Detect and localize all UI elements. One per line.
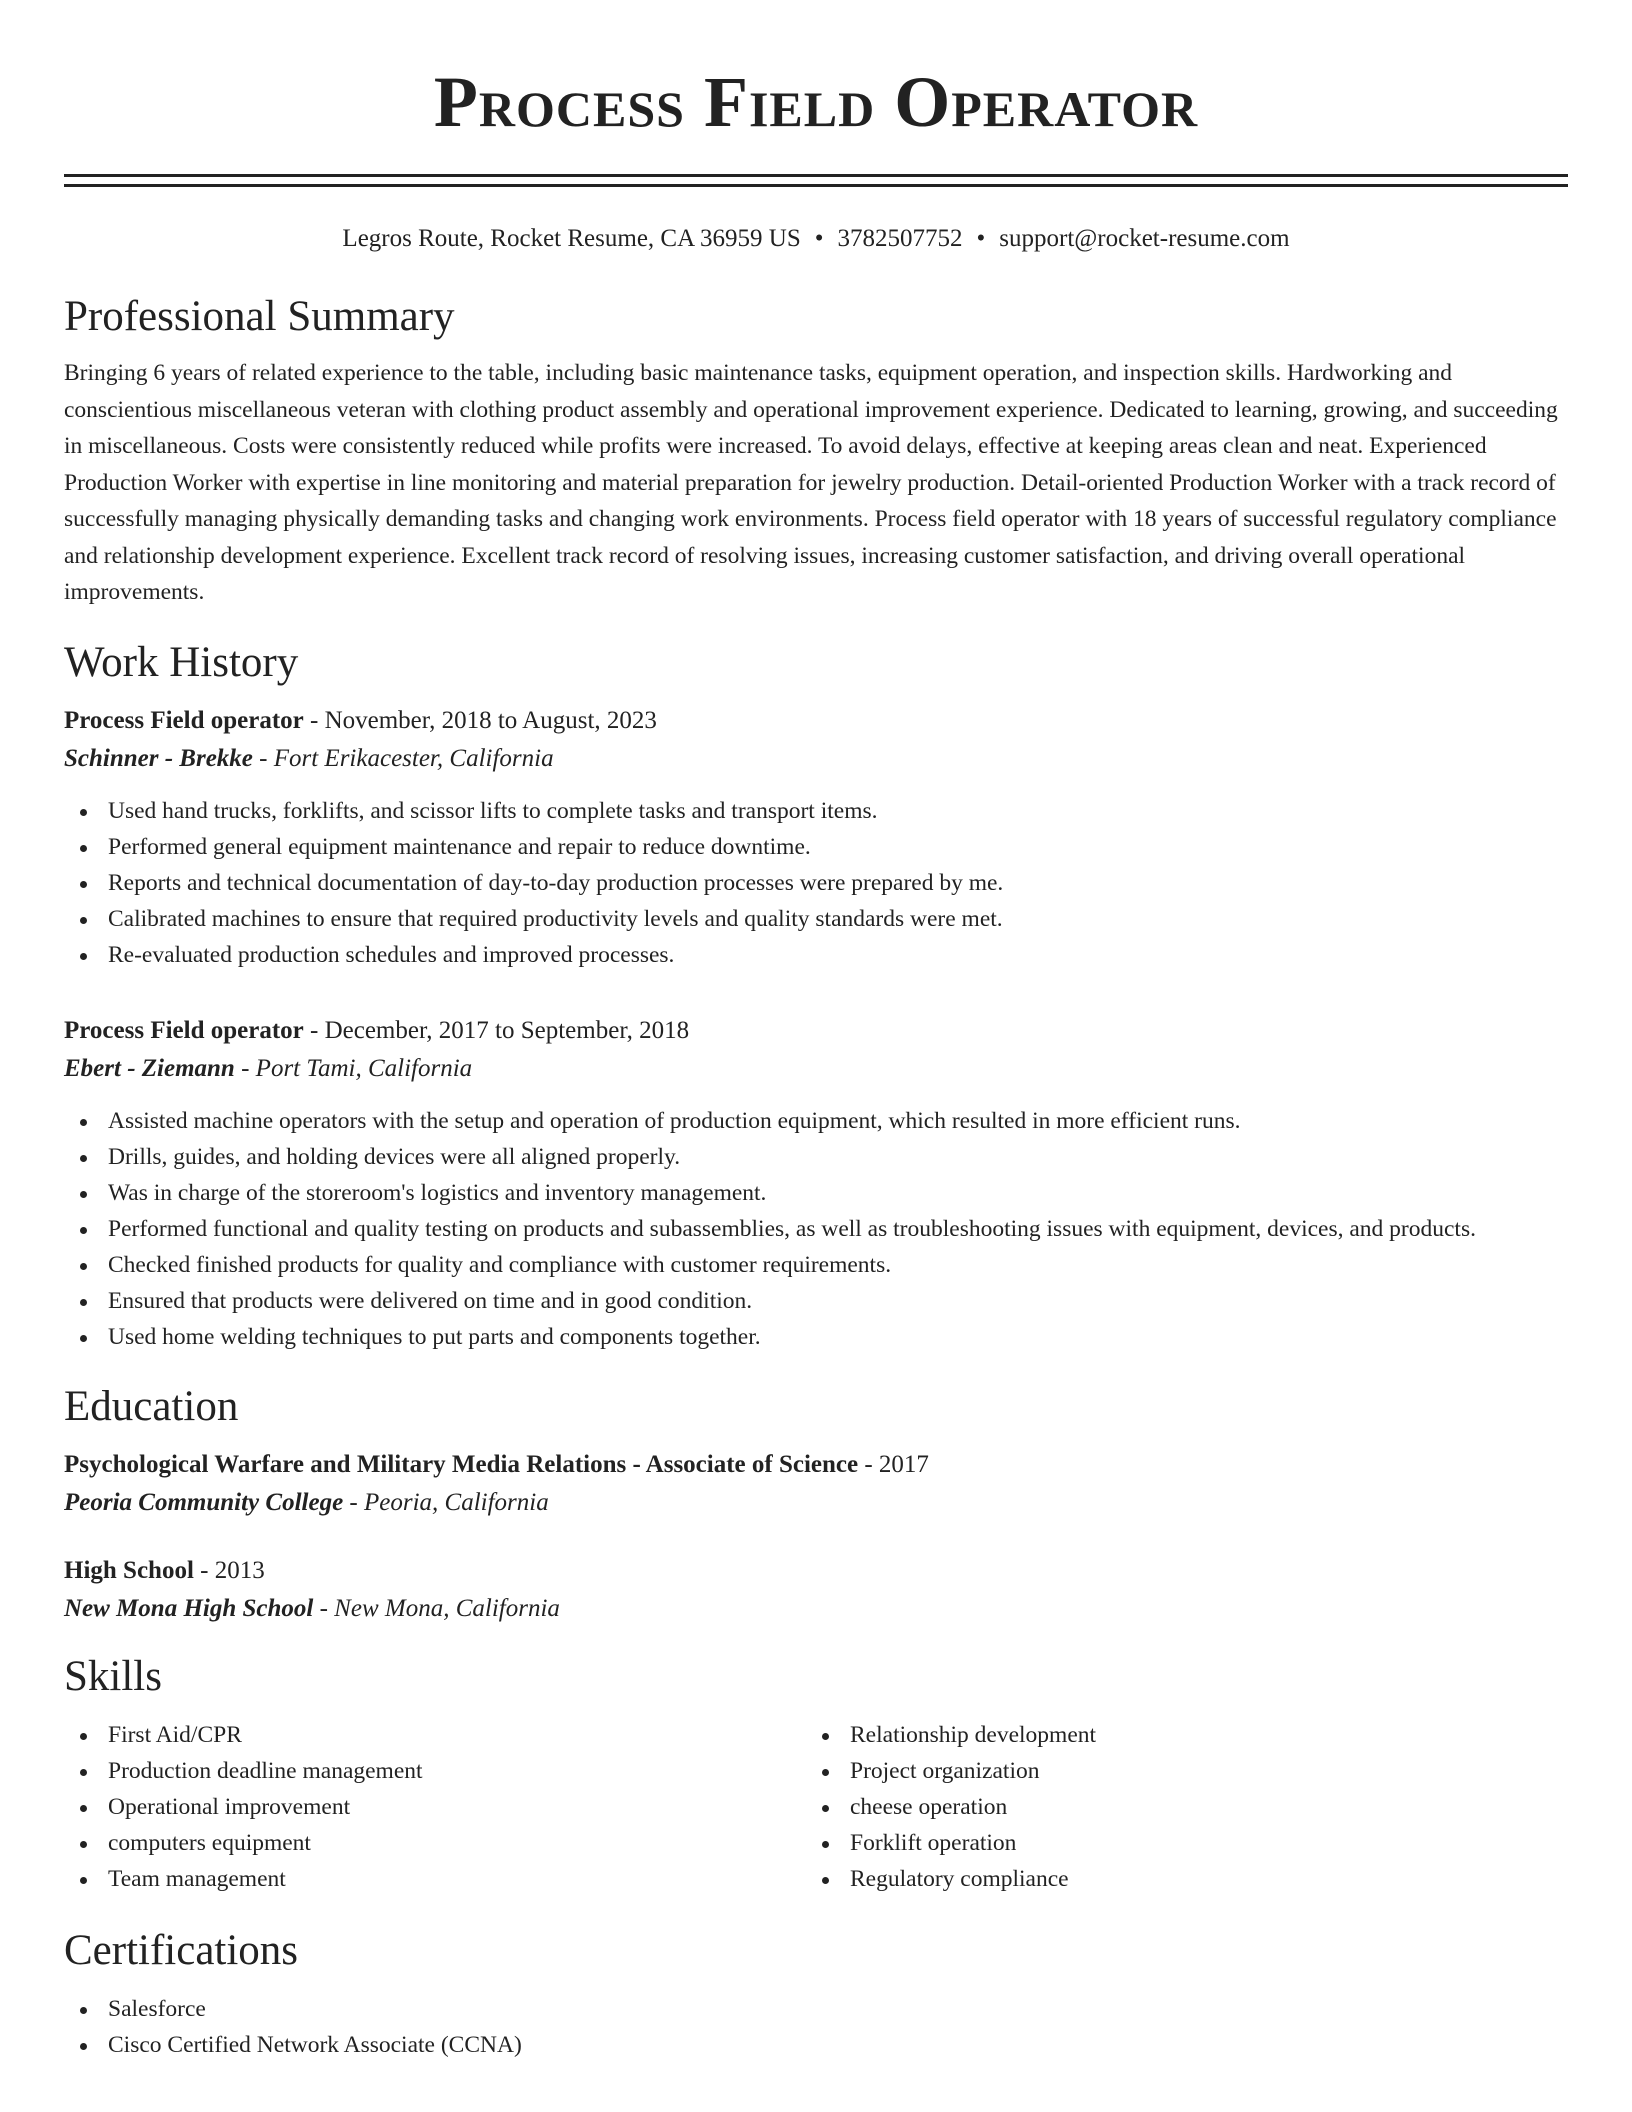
job-employer [64, 739, 1568, 779]
job-dates: - December, 2017 to September, 2018 [303, 1016, 690, 1044]
list-item: Re-evaluated production schedules and improved processes. [64, 937, 1568, 973]
job-duties-list [64, 1103, 1568, 1355]
job-duties-list [64, 793, 1568, 973]
education-location: - Peoria, California [343, 1488, 549, 1516]
list-item: Assisted machine operators with the setup and operation of production equipment, which resulted in more efficient runs. [64, 1103, 1568, 1139]
skills-list-left [64, 1717, 806, 1897]
skills-list-right [806, 1717, 1548, 1897]
header-divider-thin [64, 184, 1568, 187]
job-employer [64, 1049, 1568, 1089]
job-location: - Port Tami, California [234, 1054, 473, 1082]
education-school: Peoria Community College [64, 1488, 344, 1516]
skill-item: Production deadline management [64, 1753, 806, 1789]
skill-item: Regulatory compliance [806, 1861, 1548, 1897]
certification-item: Salesforce [64, 1991, 1568, 2027]
summary-text: Bringing 6 years of related experience to the table, including basic maintenance tasks, equipment operation, and inspection skills. Hardworking and conscientious miscellaneous veteran with clothing product assembly and operational improvement experience. Dedicated to learning, growing, and succeeding in miscellaneous. Costs were consistently reduced while profits were increased. To avoid delays, effective at keeping areas clean and neat. Experienced Production Worker with expertise in line monitoring and material preparation for jewelry production. Detail-oriented Production Worker with a track record of successfully managing physically demanding tasks and changing work environments. Process field operator with 18 years of successful regulatory compliance and relationship development experience. Excellent track record of resolving issues, increasing customer satisfaction, and driving overall operational improvements. [64, 360, 1558, 605]
education-school-line [64, 1589, 1568, 1629]
education-year: - 2017 [858, 1450, 929, 1478]
job-heading [64, 1013, 1568, 1049]
education-degree-line [64, 1447, 1568, 1483]
list-item: Used hand trucks, forklifts, and scissor lifts to complete tasks and transport items. [64, 793, 1568, 829]
list-item: Reports and technical documentation of day-to-day production processes were prepared by me. [64, 865, 1568, 901]
job-heading [64, 703, 1568, 739]
certifications-heading: Certifications [64, 1926, 299, 1974]
work-history-heading: Work History [64, 638, 299, 686]
contact-line [64, 223, 1568, 255]
skill-item: Relationship development [806, 1717, 1548, 1753]
job-company: Schinner - Brekke [64, 744, 253, 772]
job-position: Process Field operator [64, 1016, 304, 1044]
education-degree-line [64, 1553, 1568, 1589]
skill-item: First Aid/CPR [64, 1717, 806, 1753]
certifications-list [64, 1991, 1568, 2063]
contact-phone: 3782507752 [837, 225, 963, 252]
education-heading: Education [64, 1382, 239, 1430]
skills-columns [64, 1717, 1568, 1897]
list-item: Used home welding techniques to put parts and components together. [64, 1319, 1568, 1355]
header-divider-thick [64, 174, 1568, 177]
skill-item: Forklift operation [806, 1825, 1548, 1861]
education-location: - New Mona, California [313, 1594, 560, 1622]
job-entry [64, 1013, 1568, 1355]
job-position: Process Field operator [64, 706, 304, 734]
education-school: New Mona High School [64, 1594, 314, 1622]
education-entry [64, 1447, 1568, 1523]
skill-item: computers equipment [64, 1825, 806, 1861]
contact-email: support@rocket-resume.com [999, 225, 1290, 252]
education-entry [64, 1553, 1568, 1629]
list-item: Checked finished products for quality and compliance with customer requirements. [64, 1247, 1568, 1283]
contact-address: Legros Route, Rocket Resume, CA 36959 US [342, 225, 801, 252]
contact-separator: • [976, 225, 986, 252]
list-item: Performed general equipment maintenance and repair to reduce downtime. [64, 829, 1568, 865]
list-item: Was in charge of the storeroom's logistics and inventory management. [64, 1175, 1568, 1211]
list-item: Performed functional and quality testing on products and subassemblies, as well as troubleshooting issues with equipment, devices, and products. [64, 1211, 1568, 1247]
job-location: - Fort Erikacester, California [252, 744, 554, 772]
contact-separator: • [814, 225, 824, 252]
education-school-line [64, 1483, 1568, 1523]
list-item: Ensured that products were delivered on time and in good condition. [64, 1283, 1568, 1319]
skill-item: cheese operation [806, 1789, 1548, 1825]
summary-heading: Professional Summary [64, 293, 455, 340]
education-degree: Psychological Warfare and Military Media Relations - Associate of Science [64, 1450, 859, 1478]
skills-heading: Skills [64, 1652, 162, 1700]
resume-name: Process Field Operator [433, 62, 1199, 142]
skill-item: Operational improvement [64, 1789, 806, 1825]
job-company: Ebert - Ziemann [64, 1054, 235, 1082]
education-year: - 2013 [193, 1556, 265, 1584]
education-degree: High School [64, 1556, 194, 1584]
list-item: Drills, guides, and holding devices were all aligned properly. [64, 1139, 1568, 1175]
skill-item: Project organization [806, 1753, 1548, 1789]
certification-item: Cisco Certified Network Associate (CCNA) [64, 2027, 1568, 2063]
skill-item: Team management [64, 1861, 806, 1897]
list-item: Calibrated machines to ensure that required productivity levels and quality standards were met. [64, 901, 1568, 937]
job-entry [64, 703, 1568, 973]
job-dates: - November, 2018 to August, 2023 [303, 706, 657, 734]
